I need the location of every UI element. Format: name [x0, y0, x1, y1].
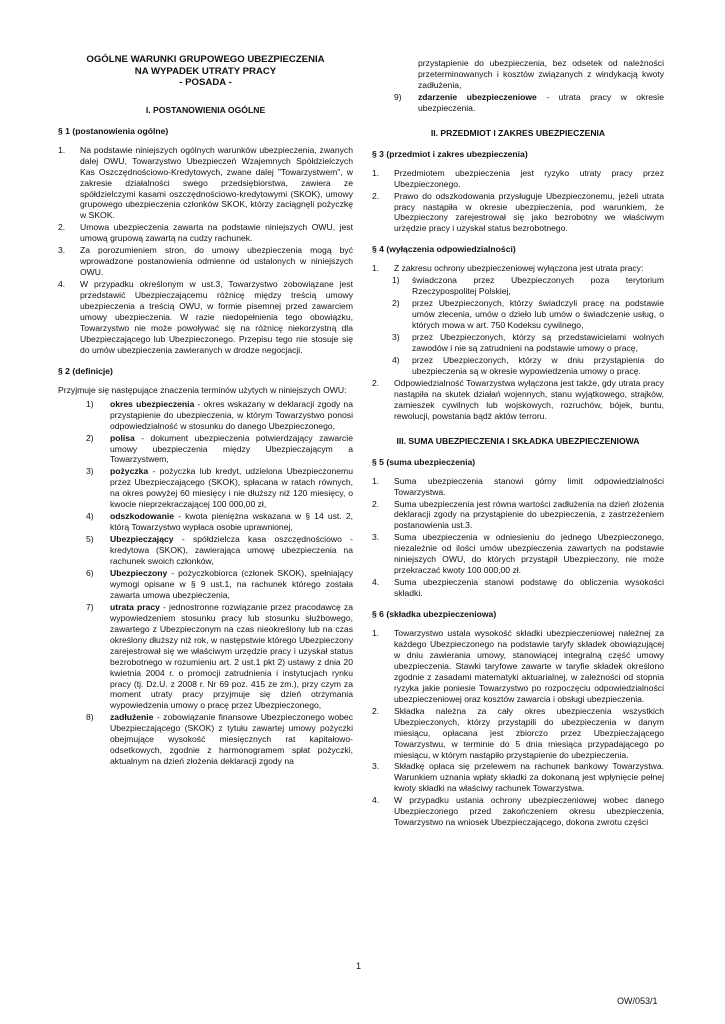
definitions-intro: Przyjmuje się następujące znaczenia terminów użytych w niniejszych OWU: — [58, 384, 347, 395]
list-item: 1. Z zakresu ochrony ubezpieczeniowej wyłączona jest utrata pracy: — [372, 263, 644, 274]
section-2-heading: II. PRZEDMIOT I ZAKRES UBEZPIECZENIA — [430, 127, 606, 138]
paragraph-1-heading: § 1 (postanowienia ogólne) — [58, 125, 169, 136]
definition-item: 1) okres ubezpieczenia - okres wskazany w deklaracji zgody na przystąpienie do ubezpieczenia, w którym Towarzystwo ponosi odpowiedzialność w stosunku do danego Ubezpieczonego, — [86, 398, 353, 431]
title-line-3: - POSADA - — [179, 77, 232, 89]
list-item: 2. Prawo do odszkodowania przysługuje Ubezpieczonemu, jeżeli utrata pracy nastąpiła w okresie ubezpieczenia, pod warunkiem, że Ubezpieczony zarejestrował się jako bezrobotny we właściwym urzędzie pracy i uzyskał status bezrobotnego. — [372, 190, 664, 234]
paragraph-3-heading: § 3 (przedmiot i zakres ubezpieczenia) — [372, 148, 528, 159]
list-item: 1. Na podstawie niniejszych ogólnych warunków ubezpieczenia, zwanych dalej OWU, Towarzystwo Ubezpieczeń Wzajemnych Spółdzielczych Kas Oszczędnościowo-Kredytowych, zwane dalej "Towarzystwem", w zakresie działalności swego przedsiębiorstwa, zawiera ze spółdzielczymi kasami oszczędnościowo-kredytowymi (SKOK), umowy grupowego ubezpieczenia członków SKOK, którzy zaciągnęli pożyczkę w SKOK. — [58, 144, 353, 221]
page-number: 1 — [356, 961, 362, 971]
list-item: 2. Składka należna za cały okres ubezpieczenia wszystkich Ubezpieczonych, którzy przystąpili do ubezpieczenia w danym miesiącu, opłacana jest zbiorczo przez Ubezpieczającego Towarzystwu, w terminie do 5 dnia miesiąca przypadającego po miesiącu, w którym nastąpiło przystąpienie do ubezpieczenia. — [372, 705, 664, 760]
title-line-2: NA WYPADEK UTRATY PRACY — [134, 65, 277, 77]
list-item: 1. Przedmiotem ubezpieczenia jest ryzyko utraty pracy przez Ubezpieczonego. — [372, 167, 664, 189]
paragraph-4-heading: § 4 (wyłączenia odpowiedzialności) — [372, 244, 516, 255]
definition-item-continued: przystąpienie do ubezpieczenia, bez odsetek od należności przeterminowanych i kosztów związanych z windykacją kwoty zadłużenia, — [418, 58, 664, 90]
list-item: 3. Składkę opłaca się przelewem na rachunek bankowy Towarzystwa. Warunkiem uznania wpłaty składki za dokonaną jest wpłynięcie pełnej kwoty składki na właściwy rachunek Towarzystwa. — [372, 761, 664, 794]
definition-item: 4) odszkodowanie - kwota pieniężna wskazana w § 14 ust. 2, którą Towarzystwo wypłaca osobie uprawnionej, — [86, 511, 353, 533]
definition-item: 2) polisa - dokument ubezpieczenia potwierdzający zawarcie umowy ubezpieczenia między Ubezpieczającym a Towarzystwem, — [86, 432, 353, 465]
list-item: 3. Suma ubezpieczenia w odniesieniu do jednego Ubezpieczonego, niezależnie od ilości umów ubezpieczenia zawartych na podstawie niniejszych OWU, do których przystąpił Ubezpieczony, nie może przekraczać kwoty 100 000,00 zł. — [372, 532, 664, 576]
section-1-heading: I. POSTANOWIENIA OGÓLNE — [145, 104, 266, 115]
sub-list-item: 2) przez Ubezpieczonych, którzy świadczyli pracę na podstawie umów zlecenia, umów o dzieło lub umów o świadczenie usług, o których mowa w art. 750 Kodeksu cywilnego, — [392, 298, 664, 331]
document-code: OW/053/1 — [617, 996, 658, 1006]
title-line-1: OGÓLNE WARUNKI GRUPOWEGO UBEZPIECZENIA — [86, 54, 325, 65]
list-item: 4. W przypadku ustania ochrony ubezpieczeniowej wobec danego Ubezpieczonego przed zakończeniem okresu ubezpieczenia, Towarzystwo na wniosek Ubezpieczającego, dokona zwrotu części — [372, 795, 664, 828]
paragraph-6-heading: § 6 (składka ubezpieczeniowa) — [372, 609, 497, 620]
sub-list-item: 3) przez Ubezpieczonych, którzy są przedstawicielami wolnych zawodów i nie są zatrudnieni na podstawie umowy o pracę, — [392, 332, 664, 354]
definition-item: 5) Ubezpieczający - spółdzielcza kasa oszczędnościowo - kredytowa (SKOK), zawierająca umowę ubezpieczenia na rachunek swoich członków, — [86, 534, 353, 567]
list-item: 3. Za porozumieniem stron, do umowy ubezpieczenia mogą być wprowadzone postanowienia odmienne od ustalonych w niniejszych OWU. — [58, 245, 353, 278]
paragraph-2-heading: § 2 (definicje) — [58, 365, 113, 376]
definition-item: 8) zadłużenie - zobowiązanie finansowe Ubezpieczonego wobec Ubezpieczającego (SKOK) z tytułu zawartej umowy pożyczki obejmujące wysokość miesięcznych rat kapitałowo-odsetkowych, zgodnie z harmonogramem spłat pożyczki, aktualnym na dzień złożenia deklaracji zgody na — [86, 712, 353, 767]
list-item: 2. Suma ubezpieczenia jest równa wartości zadłużenia na dzień złożenia deklaracji zgody na przystąpienie do ubezpieczenia, z zastrzeżeniem postanowienia ust.3. — [372, 498, 664, 531]
definition-item: 6) Ubezpieczony - pożyczkobiorca (członek SKOK), spełniający wymogi opisane w § 9 ust.1, na rachunek którego została zawarta umowa ubezpieczenia, — [86, 568, 353, 600]
definition-item: 9) zdarzenie ubezpieczeniowe - utrata pracy w okresie ubezpieczenia. — [394, 91, 664, 113]
sub-list-item: 4) przez Ubezpieczonych, którzy w dniu przystąpienia do ubezpieczenia są w okresie wypowiedzenia umowy o pracę. — [392, 354, 664, 376]
list-item: 4. W przypadku określonym w ust.3, Towarzystwo zobowiązane jest przedstawić Ubezpieczającemu różnicę między treścią umowy ubezpieczenia a treścią OWU, w formie pisemnej przed zawarciem umowy ubezpieczenia. W razie niedopełnienia tego obowiązku, Towarzystwo nie może powoływać się na różnicę niekorzystną dla Ubezpieczającego lub Ubezpieczonego. Przepisu tego nie stosuje się do umów ubezpieczenia zawieranych w drodze negocjacji. — [58, 279, 353, 355]
list-item: 1. Towarzystwo ustala wysokość składki ubezpieczeniowej należnej za każdego Ubezpieczonego na podstawie taryfy składek obowiązującej w dniu zawierania umowy, stanowiącej integralną część umowy ubezpieczenia. Stawki taryfowe zawarte w taryfie składek określono zgodnie z zasadami matematyki aktuarialnej, w zależności od stopnia ryzyka jakie poniesie Towarzystwo po rozpoczęciu odpowiedzialności ubezpieczeniowej oraz kosztów zawarcia i obsługi ubezpieczenia. — [372, 628, 664, 704]
document-title — [58, 54, 353, 89]
list-item: 2. Odpowiedzialność Towarzystwa wyłączona jest także, gdy utrata pracy nastąpiła na skutek działań wojennych, stanu wyjątkowego, strajków, zamieszek cywilnych lub wojskowych, rozruchów, bójek, buntu, rewolucji, powstania bądź aktów terroru. — [372, 377, 664, 421]
right-column — [372, 58, 664, 829]
sub-list-item: 1) świadczona przez Ubezpieczonych poza terytorium Rzeczypospolitej Polskiej, — [392, 275, 664, 297]
section-3-heading: III. SUMA UBEZPIECZENIA I SKŁADKA UBEZPIECZENIOWA — [396, 435, 640, 446]
definition-item: 7) utrata pracy - jednostronne rozwiązanie przez pracodawcę za wypowiedzeniem stosunku pracy lub stosunku służbowego, zawartego z Ubezpieczonym na czas nieokreślony lub na czas określony dłuższy niż rok, w następstwie którego Ubezpieczony zarejestrował się we właściwym urzędzie pracy i uzyskał status bezrobotnego w rozumieniu art. 2 ust.1 pkt 2) ustawy z dnia 20 kwietnia 2004 r. o promocji zatrudnienia i instytucjach rynku pracy (tj. Dz.U. z 2008 r. Nr 69 poz. 415 ze zm.), przy czym za moment utraty pracy przyjmuje się dzień otrzymania wypowiedzenia umowy o pracę przez Ubezpieczonego, — [86, 601, 354, 711]
list-item: 4. Suma ubezpieczenia stanowi podstawę do obliczenia wysokości składki. — [372, 577, 664, 599]
left-column — [58, 54, 353, 768]
list-item: 2. Umowa ubezpieczenia zawarta na podstawie niniejszych OWU, jest umową grupową zawartą na cudzy rachunek. — [58, 222, 353, 244]
list-item: 1. Suma ubezpieczenia stanowi górny limit odpowiedzialności Towarzystwa. — [372, 475, 664, 497]
definition-item: 3) pożyczka - pożyczka lub kredyt, udzielona Ubezpieczonemu przez Ubezpieczającego (SKOK), spłacana w ratach równych, na okres powyżej 60 miesięcy i nie dłuższy niż 120 miesięcy, o kwocie nieprzekraczającej 100 000,00 zł, — [86, 466, 353, 510]
paragraph-5-heading: § 5 (suma ubezpieczenia) — [372, 456, 476, 467]
